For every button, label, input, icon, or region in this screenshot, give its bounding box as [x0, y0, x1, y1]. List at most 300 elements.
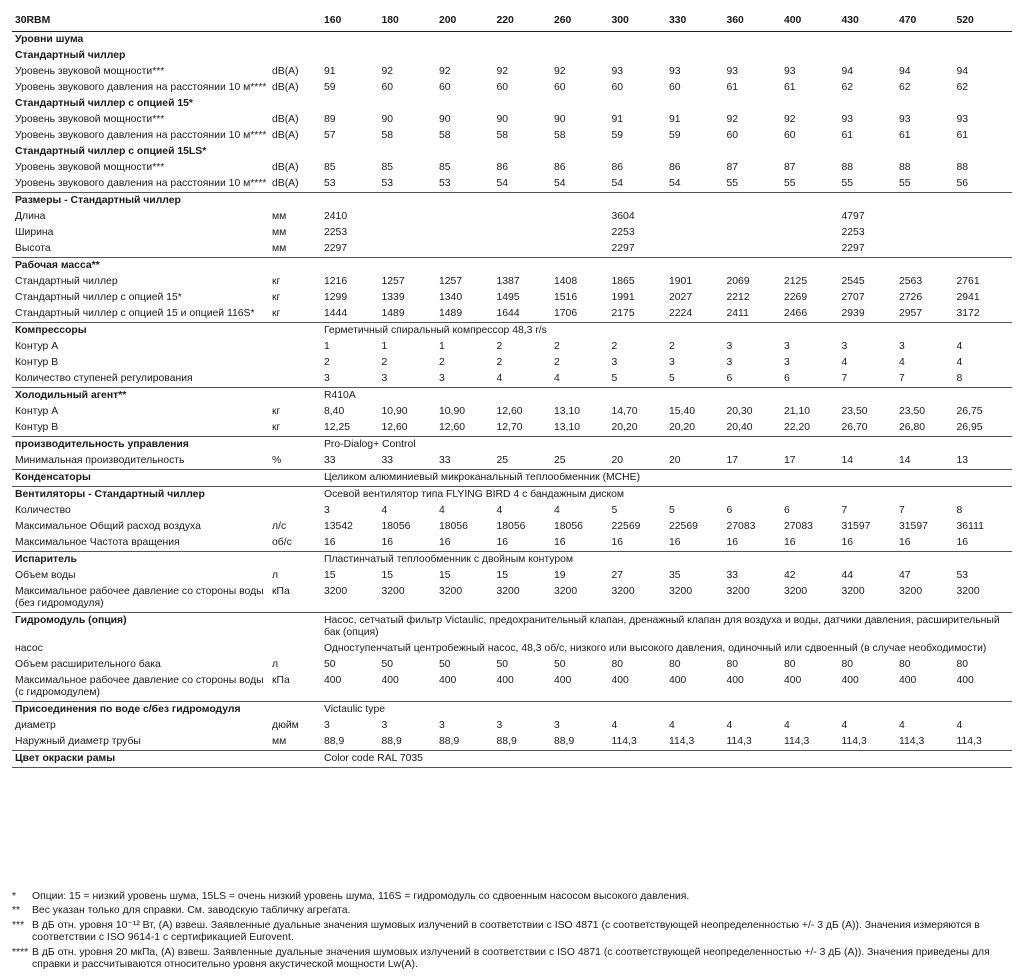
value-cell: 21,10: [784, 406, 811, 417]
value-cell: 17: [726, 455, 739, 466]
value-cell: 59: [611, 130, 624, 141]
value-cell: [436, 241, 494, 258]
value-cell: 27083: [784, 521, 813, 532]
value-cell: 18056: [496, 521, 526, 532]
footnote-mark: **: [12, 905, 21, 917]
value-cell: 93: [899, 114, 911, 125]
value-cell: 13542: [324, 521, 353, 532]
row-label: Ширина: [15, 227, 54, 238]
footnote-mark: ****: [12, 946, 29, 958]
row-unit: [269, 48, 321, 64]
row-unit: [269, 32, 321, 49]
row-unit: [269, 323, 321, 340]
value-cell: 3: [841, 341, 848, 352]
value-cell: 6: [726, 373, 733, 384]
row-label: Контур B: [15, 422, 59, 433]
row-unit: кПа: [272, 675, 290, 686]
value-cell: 1865: [611, 276, 635, 287]
row-label: Максимальное Общий расход воздуха: [15, 521, 201, 532]
value-cell: [494, 225, 552, 241]
value-cell: 88: [899, 162, 911, 173]
value-cell: [666, 209, 724, 225]
value-cell: 4: [956, 341, 963, 352]
value-cell: 18056: [381, 521, 411, 532]
value-cell: 14: [841, 455, 854, 466]
value-cell: 3200: [381, 586, 405, 597]
value-cell: [954, 209, 1013, 225]
value-cell: 80: [669, 659, 681, 670]
value-cell: 1299: [324, 292, 348, 303]
value-cell: 1408: [554, 276, 578, 287]
row-label: насос: [15, 643, 43, 654]
row-unit: %: [272, 455, 282, 466]
row-unit: кг: [272, 276, 281, 287]
value-cell: 3: [784, 341, 790, 352]
section-row: [12, 437, 1012, 454]
value-cell: 2466: [784, 308, 808, 319]
value-cell: 22569: [611, 521, 641, 532]
value-cell: 1991: [611, 292, 635, 303]
value-cell: 91: [669, 114, 681, 125]
value-cell: 61: [956, 130, 969, 141]
value-cell: 400: [841, 675, 859, 686]
section-row: [12, 751, 1012, 768]
model-header-520: 520: [954, 11, 1013, 32]
value-cell: 3: [324, 373, 330, 384]
value-cell: 18056: [554, 521, 583, 532]
model-header-470: 470: [896, 11, 954, 32]
value-cell: 58: [381, 130, 394, 141]
row-label: Объем воды: [15, 570, 76, 581]
value-cell: 3200: [841, 586, 865, 597]
value-cell: 53: [956, 570, 969, 581]
value-cell: 1257: [381, 276, 405, 287]
subsection-row: [12, 144, 1012, 160]
table-row: [12, 112, 1012, 128]
table-row: [12, 306, 1012, 323]
row-unit: [269, 487, 321, 504]
header-row: [12, 11, 1012, 32]
table-row: [12, 225, 1012, 241]
section-row: [12, 388, 1012, 405]
value-cell: 87: [784, 162, 796, 173]
value-cell: 14,70: [611, 406, 638, 417]
value-cell: 114,3: [726, 736, 752, 747]
table-row: [12, 241, 1012, 258]
value-cell: 1444: [324, 308, 348, 319]
table-row: [12, 673, 1012, 702]
value-cell: 400: [669, 675, 687, 686]
value-cell: 3200: [956, 586, 980, 597]
value-cell: 16: [611, 537, 624, 548]
value-cell: 93: [669, 66, 681, 77]
value-cell: [379, 225, 437, 241]
value-cell: 4: [554, 505, 560, 516]
value-cell: 16: [554, 537, 566, 548]
value-cell: 4: [726, 720, 733, 731]
row-description: Color code RAL 7035: [321, 751, 1012, 768]
value-cell: 25: [496, 455, 509, 466]
value-cell: 60: [381, 82, 394, 93]
row-unit: кг: [272, 406, 281, 417]
unit-header: [269, 11, 321, 32]
value-cell: 54: [554, 178, 566, 189]
value-cell: 16: [726, 537, 739, 548]
value-cell: 53: [439, 178, 451, 189]
value-cell: [896, 225, 954, 241]
row-label: Максимальное рабочее давление со стороны воды (без гидромодуля): [15, 586, 264, 609]
table-row: [12, 209, 1012, 225]
value-cell: 88,9: [554, 736, 575, 747]
model-header-300: 300: [609, 11, 667, 32]
row-unit: [269, 552, 321, 569]
value-cell: 94: [956, 66, 969, 77]
value-cell: 61: [726, 82, 739, 93]
value-cell: 13,10: [554, 422, 581, 433]
row-label: Количество ступеней регулирования: [15, 373, 193, 384]
value-cell: 2269: [784, 292, 808, 303]
subsection-row: [12, 96, 1012, 112]
row-label: Стандартный чиллер с опцией 15 и опцией 116S*: [15, 308, 255, 319]
value-cell: 16: [324, 537, 336, 548]
row-label: Уровень звуковой мощности***: [15, 114, 165, 125]
value-cell: 88,9: [439, 736, 460, 747]
value-cell: 10,90: [381, 406, 408, 417]
row-label: Размеры - Стандартный чиллер: [12, 193, 269, 210]
value-cell: [724, 241, 782, 258]
value-cell: 3: [381, 373, 388, 384]
value-cell: 2297: [324, 243, 348, 254]
footnote-mark: *: [12, 891, 17, 902]
value-cell: 80: [899, 659, 911, 670]
row-label: Уровень звуковой мощности***: [15, 162, 165, 173]
value-cell: 90: [439, 114, 451, 125]
value-cell: 15: [496, 570, 509, 581]
value-cell: 62: [841, 82, 854, 93]
row-unit: [269, 388, 321, 405]
value-cell: 400: [439, 675, 457, 686]
value-cell: 60: [496, 82, 509, 93]
row-label: Уровень звукового давления на расстоянии 10 м****: [15, 82, 267, 93]
value-cell: 400: [899, 675, 917, 686]
value-cell: 114,3: [784, 736, 810, 747]
value-cell: 56: [956, 178, 969, 189]
value-cell: 400: [611, 675, 629, 686]
value-cell: 1495: [496, 292, 520, 303]
value-cell: [781, 209, 839, 225]
table-row: [12, 568, 1012, 584]
row-label: Максимальное Частота вращения: [15, 537, 180, 548]
value-cell: 20,20: [611, 422, 638, 433]
value-cell: 12,60: [381, 422, 408, 433]
value-cell: 2175: [611, 308, 635, 319]
value-cell: 1340: [439, 292, 463, 303]
row-unit: dB(A): [272, 114, 299, 125]
value-cell: 2069: [726, 276, 750, 287]
value-cell: 33: [726, 570, 739, 581]
value-cell: 92: [496, 66, 509, 77]
row-label: Стандартный чиллер: [15, 276, 118, 287]
value-cell: [551, 241, 609, 258]
value-cell: 80: [956, 659, 969, 670]
row-unit: [269, 702, 321, 719]
value-cell: 88: [956, 162, 969, 173]
value-cell: 54: [669, 178, 681, 189]
row-label: Компрессоры: [12, 323, 269, 340]
row-label: Конденсаторы: [12, 470, 269, 487]
value-cell: 400: [956, 675, 974, 686]
value-cell: 23,50: [899, 406, 926, 417]
value-cell: 26,75: [956, 406, 983, 417]
table-row: [12, 641, 1012, 657]
footnote-mark: ***: [12, 919, 25, 931]
value-cell: 60: [611, 82, 624, 93]
value-cell: 2957: [899, 308, 923, 319]
row-label: Уровень звукового давления на расстоянии 10 м****: [15, 130, 267, 141]
value-cell: 12,60: [496, 406, 523, 417]
value-cell: 61: [784, 82, 796, 93]
section-row: [12, 32, 1012, 49]
row-label: диаметр: [15, 720, 56, 731]
value-cell: 2: [324, 357, 330, 368]
row-label: Испаритель: [12, 552, 269, 569]
value-cell: 16: [841, 537, 854, 548]
row-description: Герметичный спиральный компрессор 48,3 r/s: [321, 323, 1012, 340]
table-row: [12, 371, 1012, 388]
footnote: [12, 947, 1012, 972]
value-cell: 3: [324, 505, 330, 516]
value-cell: 23,50: [841, 406, 868, 417]
value-cell: 19: [554, 570, 566, 581]
value-cell: 16: [899, 537, 911, 548]
table-row: [12, 535, 1012, 552]
value-cell: 400: [324, 675, 342, 686]
value-cell: 8,40: [324, 406, 345, 417]
row-unit: dB(A): [272, 162, 299, 173]
value-cell: 2941: [956, 292, 980, 303]
row-unit: [269, 258, 321, 275]
value-cell: 50: [496, 659, 509, 670]
value-cell: [436, 209, 494, 225]
row-label: Уровень звукового давления на расстоянии 10 м****: [15, 178, 267, 189]
value-cell: 16: [496, 537, 509, 548]
value-cell: 1644: [496, 308, 520, 319]
row-label: Контур B: [15, 357, 59, 368]
row-label: производительность управления: [12, 437, 269, 454]
table-row: [12, 339, 1012, 355]
table-row: [12, 734, 1012, 751]
value-cell: 33: [439, 455, 451, 466]
value-cell: [494, 241, 552, 258]
value-cell: [551, 209, 609, 225]
value-cell: 3: [784, 357, 790, 368]
row-description: Victaulic type: [321, 702, 1012, 719]
row-unit: [269, 437, 321, 454]
value-cell: 3200: [899, 586, 923, 597]
value-cell: [954, 225, 1013, 241]
row-unit: [269, 470, 321, 487]
value-cell: 16: [439, 537, 451, 548]
value-cell: 2410: [324, 211, 348, 222]
value-cell: [666, 225, 724, 241]
value-cell: [494, 209, 552, 225]
value-cell: 1387: [496, 276, 520, 287]
value-cell: 2563: [899, 276, 923, 287]
table-row: [12, 80, 1012, 96]
value-cell: 93: [611, 66, 624, 77]
value-cell: 31597: [841, 521, 871, 532]
value-cell: 25: [554, 455, 566, 466]
value-cell: 114,3: [669, 736, 695, 747]
value-cell: 114,3: [611, 736, 637, 747]
value-cell: 90: [554, 114, 566, 125]
value-cell: 91: [611, 114, 624, 125]
row-description: Пластинчатый теплообменник с двойным контуром: [321, 552, 1012, 569]
row-unit: [269, 193, 321, 210]
value-cell: 7: [899, 373, 905, 384]
value-cell: [666, 241, 724, 258]
value-cell: 26,80: [899, 422, 926, 433]
value-cell: 53: [324, 178, 336, 189]
value-cell: 55: [784, 178, 796, 189]
model-header-430: 430: [839, 11, 897, 32]
value-cell: [724, 225, 782, 241]
value-cell: 60: [554, 82, 566, 93]
value-cell: 4: [956, 357, 963, 368]
value-cell: 93: [784, 66, 796, 77]
value-cell: 90: [496, 114, 509, 125]
row-unit: [269, 339, 321, 355]
row-description: Осевой вентилятор типа FLYING BIRD 4 с бандажным диском: [321, 487, 1012, 504]
value-cell: 2: [496, 357, 503, 368]
value-cell: 400: [381, 675, 399, 686]
value-cell: 3200: [611, 586, 635, 597]
value-cell: 20: [669, 455, 681, 466]
value-cell: 1: [439, 341, 445, 352]
table-row: [12, 657, 1012, 673]
value-cell: 400: [554, 675, 572, 686]
section-row: [12, 258, 1012, 275]
row-label: Объем расширительного бака: [15, 659, 161, 670]
value-cell: 5: [611, 373, 618, 384]
value-cell: 60: [726, 130, 739, 141]
value-cell: 89: [324, 114, 336, 125]
footnote-text: В дБ отн. уровня 10⁻¹² Вт, (А) взвеш. Заявленные дуальные значения шумовых излучений в соответствии с ISO 4871 (с соответствующей неопределенностью +/- 3 дБ (А)). Значения измеряются в соответствии с ISO 9614-1 с сертификацией Eurovent.: [32, 919, 980, 944]
value-cell: 2726: [899, 292, 923, 303]
value-cell: 4: [439, 505, 445, 516]
footnote: [12, 905, 1012, 917]
row-unit: кг: [272, 308, 281, 319]
value-cell: [551, 225, 609, 241]
value-cell: 1: [324, 341, 330, 352]
value-cell: 80: [784, 659, 796, 670]
value-cell: 3200: [669, 586, 693, 597]
value-cell: 54: [496, 178, 509, 189]
table-row: [12, 404, 1012, 420]
value-cell: 85: [381, 162, 394, 173]
row-description: Одноступенчатый центробежный насос, 48,3 об/с, низкого или высокого давления, одиночный или сдвоенный (в случае необходимости): [324, 643, 987, 654]
footnote: [12, 891, 1012, 903]
value-cell: 2: [611, 341, 618, 352]
row-unit: [269, 355, 321, 371]
value-cell: 4: [841, 720, 848, 731]
value-cell: 35: [669, 570, 681, 581]
value-cell: 18056: [439, 521, 468, 532]
value-cell: 20,30: [726, 406, 753, 417]
section-row: [12, 487, 1012, 504]
table-row: [12, 274, 1012, 290]
table-row: [12, 176, 1012, 193]
value-cell: 13,10: [554, 406, 581, 417]
value-cell: 86: [611, 162, 624, 173]
row-unit: [269, 641, 321, 657]
row-description: Насос, сетчатый фильтр Victaulic, предохранительный клапан, дренажный клапан для воздуха и воды, датчики давления, расширительный бак (опция): [321, 613, 1012, 642]
value-cell: 3: [496, 720, 503, 731]
value-cell: 7: [841, 505, 848, 516]
value-cell: 62: [899, 82, 911, 93]
value-cell: 16: [784, 537, 796, 548]
row-label: Присоединения по воде с/без гидромодуля: [12, 702, 269, 719]
value-cell: 3: [439, 373, 445, 384]
value-cell: 13: [956, 455, 969, 466]
section-row: [12, 193, 1012, 210]
value-cell: 1489: [381, 308, 405, 319]
model-header-360: 360: [724, 11, 782, 32]
value-cell: 2212: [726, 292, 750, 303]
value-cell: [724, 209, 782, 225]
table-row: [12, 355, 1012, 371]
section-row: [12, 470, 1012, 487]
row-unit: dB(A): [272, 66, 299, 77]
value-cell: 8: [956, 505, 963, 516]
value-cell: 86: [496, 162, 509, 173]
value-cell: 60: [439, 82, 451, 93]
value-cell: 15: [381, 570, 394, 581]
empty-span: [321, 193, 1012, 210]
row-label: Стандартный чиллер с опцией 15LS*: [15, 146, 207, 157]
value-cell: 47: [899, 570, 911, 581]
value-cell: 2253: [324, 227, 348, 238]
value-cell: 58: [439, 130, 451, 141]
value-cell: 4: [611, 720, 618, 731]
row-unit: кг: [272, 292, 281, 303]
value-cell: 10,90: [439, 406, 466, 417]
value-cell: 92: [439, 66, 451, 77]
value-cell: 16: [956, 537, 969, 548]
row-unit: об/с: [272, 537, 292, 548]
value-cell: 88,9: [496, 736, 517, 747]
value-cell: 88: [841, 162, 854, 173]
value-cell: 12,70: [496, 422, 523, 433]
row-label: Холодильный агент**: [12, 388, 269, 405]
value-cell: 88,9: [381, 736, 402, 747]
row-unit: л: [272, 570, 279, 581]
value-cell: 22569: [669, 521, 698, 532]
value-cell: 92: [381, 66, 394, 77]
value-cell: 33: [381, 455, 394, 466]
value-cell: 62: [956, 82, 969, 93]
model-header-330: 330: [666, 11, 724, 32]
value-cell: 20,20: [669, 422, 696, 433]
value-cell: 85: [439, 162, 451, 173]
value-cell: [436, 225, 494, 241]
model-header-220: 220: [494, 11, 552, 32]
value-cell: 4: [899, 720, 905, 731]
value-cell: [954, 241, 1013, 258]
value-cell: 3604: [611, 211, 635, 222]
value-cell: 4: [496, 373, 503, 384]
row-unit: мм: [272, 227, 287, 238]
